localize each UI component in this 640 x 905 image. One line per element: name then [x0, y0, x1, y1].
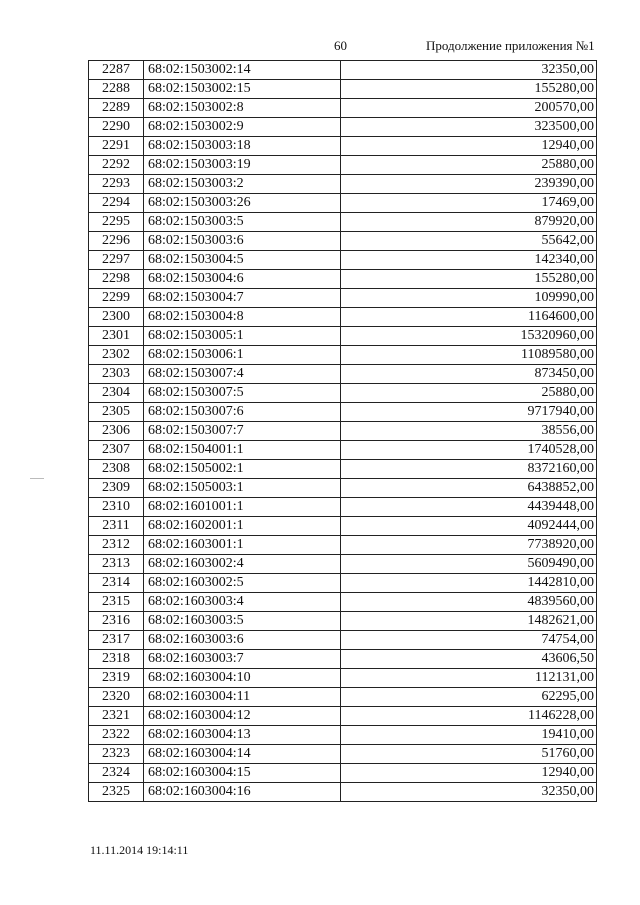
cadastral-number: 68:02:1503002:9: [144, 118, 341, 137]
cadastral-value: 879920,00: [341, 213, 597, 232]
cadastral-number: 68:02:1603004:10: [144, 669, 341, 688]
table-body: [89, 61, 597, 802]
row-number: 2302: [89, 346, 144, 365]
cadastral-value: 5609490,00: [341, 555, 597, 574]
cadastral-number: 68:02:1504001:1: [144, 441, 341, 460]
cadastral-value: 1442810,00: [341, 574, 597, 593]
row-number: 2309: [89, 479, 144, 498]
cadastral-value: 1740528,00: [341, 441, 597, 460]
table-row: [89, 61, 597, 80]
cadastral-value: 9717940,00: [341, 403, 597, 422]
row-number: 2320: [89, 688, 144, 707]
cadastral-value: 12940,00: [341, 137, 597, 156]
cadastral-value: 55642,00: [341, 232, 597, 251]
cadastral-value: 155280,00: [341, 270, 597, 289]
row-number: 2292: [89, 156, 144, 175]
table-row: [89, 498, 597, 517]
table-row: [89, 726, 597, 745]
cadastral-number: 68:02:1503002:15: [144, 80, 341, 99]
cadastral-number: 68:02:1503004:5: [144, 251, 341, 270]
cadastral-value: 109990,00: [341, 289, 597, 308]
table-row: [89, 118, 597, 137]
cadastral-number: 68:02:1503007:6: [144, 403, 341, 422]
cadastral-value: 873450,00: [341, 365, 597, 384]
table-row: [89, 479, 597, 498]
cadastral-number: 68:02:1503003:19: [144, 156, 341, 175]
row-number: 2294: [89, 194, 144, 213]
cadastral-number: 68:02:1603004:12: [144, 707, 341, 726]
cadastral-number: 68:02:1503007:7: [144, 422, 341, 441]
table-row: [89, 137, 597, 156]
row-number: 2305: [89, 403, 144, 422]
table-row: [89, 289, 597, 308]
row-number: 2323: [89, 745, 144, 764]
cadastral-number: 68:02:1603004:13: [144, 726, 341, 745]
row-number: 2304: [89, 384, 144, 403]
table-row: [89, 270, 597, 289]
table-row: [89, 612, 597, 631]
row-number: 2299: [89, 289, 144, 308]
row-number: 2313: [89, 555, 144, 574]
row-number: 2300: [89, 308, 144, 327]
row-number: 2287: [89, 61, 144, 80]
cadastral-number: 68:02:1503004:8: [144, 308, 341, 327]
cadastral-number: 68:02:1603003:7: [144, 650, 341, 669]
cadastral-value: 155280,00: [341, 80, 597, 99]
cadastral-number: 68:02:1503004:6: [144, 270, 341, 289]
row-number: 2316: [89, 612, 144, 631]
cadastral-value: 200570,00: [341, 99, 597, 118]
row-number: 2325: [89, 783, 144, 802]
cadastral-number: 68:02:1603004:15: [144, 764, 341, 783]
row-number: 2303: [89, 365, 144, 384]
table-row: [89, 99, 597, 118]
cadastral-value: 1482621,00: [341, 612, 597, 631]
table-row: [89, 574, 597, 593]
row-number: 2324: [89, 764, 144, 783]
cadastral-value: 12940,00: [341, 764, 597, 783]
cadastral-value: 43606,50: [341, 650, 597, 669]
cadastral-number: 68:02:1503007:5: [144, 384, 341, 403]
table-row: [89, 764, 597, 783]
cadastral-value: 112131,00: [341, 669, 597, 688]
cadastral-value: 11089580,00: [341, 346, 597, 365]
row-number: 2293: [89, 175, 144, 194]
table-row: [89, 175, 597, 194]
cadastral-number: 68:02:1603003:4: [144, 593, 341, 612]
table-row: [89, 707, 597, 726]
cadastral-value: 51760,00: [341, 745, 597, 764]
table-row: [89, 745, 597, 764]
cadastral-value: 32350,00: [341, 783, 597, 802]
cadastral-number: 68:02:1505003:1: [144, 479, 341, 498]
table-row: [89, 555, 597, 574]
cadastral-number: 68:02:1503003:2: [144, 175, 341, 194]
cadastral-number: 68:02:1503003:18: [144, 137, 341, 156]
cadastral-value: 25880,00: [341, 156, 597, 175]
cadastral-number: 68:02:1505002:1: [144, 460, 341, 479]
cadastral-value: 4439448,00: [341, 498, 597, 517]
cadastral-number: 68:02:1503007:4: [144, 365, 341, 384]
table-row: [89, 631, 597, 650]
cadastral-value: 4092444,00: [341, 517, 597, 536]
cadastral-number: 68:02:1602001:1: [144, 517, 341, 536]
cadastral-number: 68:02:1503004:7: [144, 289, 341, 308]
row-number: 2318: [89, 650, 144, 669]
cadastral-value: 7738920,00: [341, 536, 597, 555]
table-row: [89, 251, 597, 270]
row-number: 2306: [89, 422, 144, 441]
cadastral-number: 68:02:1503005:1: [144, 327, 341, 346]
cadastral-value: 15320960,00: [341, 327, 597, 346]
cadastral-value: 239390,00: [341, 175, 597, 194]
cadastral-number: 68:02:1603002:5: [144, 574, 341, 593]
cadastral-value: 19410,00: [341, 726, 597, 745]
row-number: 2319: [89, 669, 144, 688]
row-number: 2288: [89, 80, 144, 99]
row-number: 2321: [89, 707, 144, 726]
table-row: [89, 346, 597, 365]
table-row: [89, 593, 597, 612]
cadastral-number: 68:02:1603004:16: [144, 783, 341, 802]
cadastral-number: 68:02:1603003:6: [144, 631, 341, 650]
scan-mark: [30, 478, 44, 479]
cadastral-number: 68:02:1503006:1: [144, 346, 341, 365]
table-row: [89, 156, 597, 175]
cadastral-number: 68:02:1601001:1: [144, 498, 341, 517]
table-row: [89, 80, 597, 99]
table-row: [89, 308, 597, 327]
cadastral-value: 25880,00: [341, 384, 597, 403]
cadastral-value: 323500,00: [341, 118, 597, 137]
table-row: [89, 650, 597, 669]
cadastral-value: 74754,00: [341, 631, 597, 650]
cadastral-number: 68:02:1603002:4: [144, 555, 341, 574]
table-row: [89, 213, 597, 232]
cadastral-value: 142340,00: [341, 251, 597, 270]
cadastral-number: 68:02:1603004:14: [144, 745, 341, 764]
cadastral-number: 68:02:1503002:14: [144, 61, 341, 80]
row-number: 2311: [89, 517, 144, 536]
row-number: 2291: [89, 137, 144, 156]
row-number: 2310: [89, 498, 144, 517]
cadastral-number: 68:02:1603003:5: [144, 612, 341, 631]
row-number: 2307: [89, 441, 144, 460]
row-number: 2322: [89, 726, 144, 745]
table-row: [89, 327, 597, 346]
table-row: [89, 536, 597, 555]
cadastral-number: 68:02:1503002:8: [144, 99, 341, 118]
cadastral-number: 68:02:1603001:1: [144, 536, 341, 555]
table-row: [89, 460, 597, 479]
cadastral-value: 4839560,00: [341, 593, 597, 612]
row-number: 2298: [89, 270, 144, 289]
table-row: [89, 232, 597, 251]
cadastral-value: 38556,00: [341, 422, 597, 441]
print-timestamp: 11.11.2014 19:14:11: [90, 843, 189, 857]
table-row: [89, 441, 597, 460]
cadastral-number: 68:02:1503003:5: [144, 213, 341, 232]
table-row: [89, 403, 597, 422]
table-row: [89, 384, 597, 403]
row-number: 2312: [89, 536, 144, 555]
table-row: [89, 365, 597, 384]
table-row: [89, 783, 597, 802]
cadastral-number: 68:02:1503003:26: [144, 194, 341, 213]
cadastral-value: 1146228,00: [341, 707, 597, 726]
row-number: 2301: [89, 327, 144, 346]
cadastral-number: 68:02:1503003:6: [144, 232, 341, 251]
table-row: [89, 422, 597, 441]
cadastral-value-table: [88, 60, 597, 802]
table-row: [89, 194, 597, 213]
cadastral-value: 6438852,00: [341, 479, 597, 498]
appendix-title: Продолжение приложения №1: [426, 38, 595, 53]
cadastral-value: 62295,00: [341, 688, 597, 707]
row-number: 2297: [89, 251, 144, 270]
cadastral-value: 8372160,00: [341, 460, 597, 479]
row-number: 2314: [89, 574, 144, 593]
row-number: 2296: [89, 232, 144, 251]
cadastral-value: 17469,00: [341, 194, 597, 213]
page-number: 60: [334, 38, 347, 53]
table-row: [89, 517, 597, 536]
table-row: [89, 688, 597, 707]
table-row: [89, 669, 597, 688]
row-number: 2317: [89, 631, 144, 650]
cadastral-number: 68:02:1603004:11: [144, 688, 341, 707]
cadastral-value: 32350,00: [341, 61, 597, 80]
row-number: 2315: [89, 593, 144, 612]
row-number: 2295: [89, 213, 144, 232]
row-number: 2308: [89, 460, 144, 479]
row-number: 2290: [89, 118, 144, 137]
cadastral-value: 1164600,00: [341, 308, 597, 327]
row-number: 2289: [89, 99, 144, 118]
